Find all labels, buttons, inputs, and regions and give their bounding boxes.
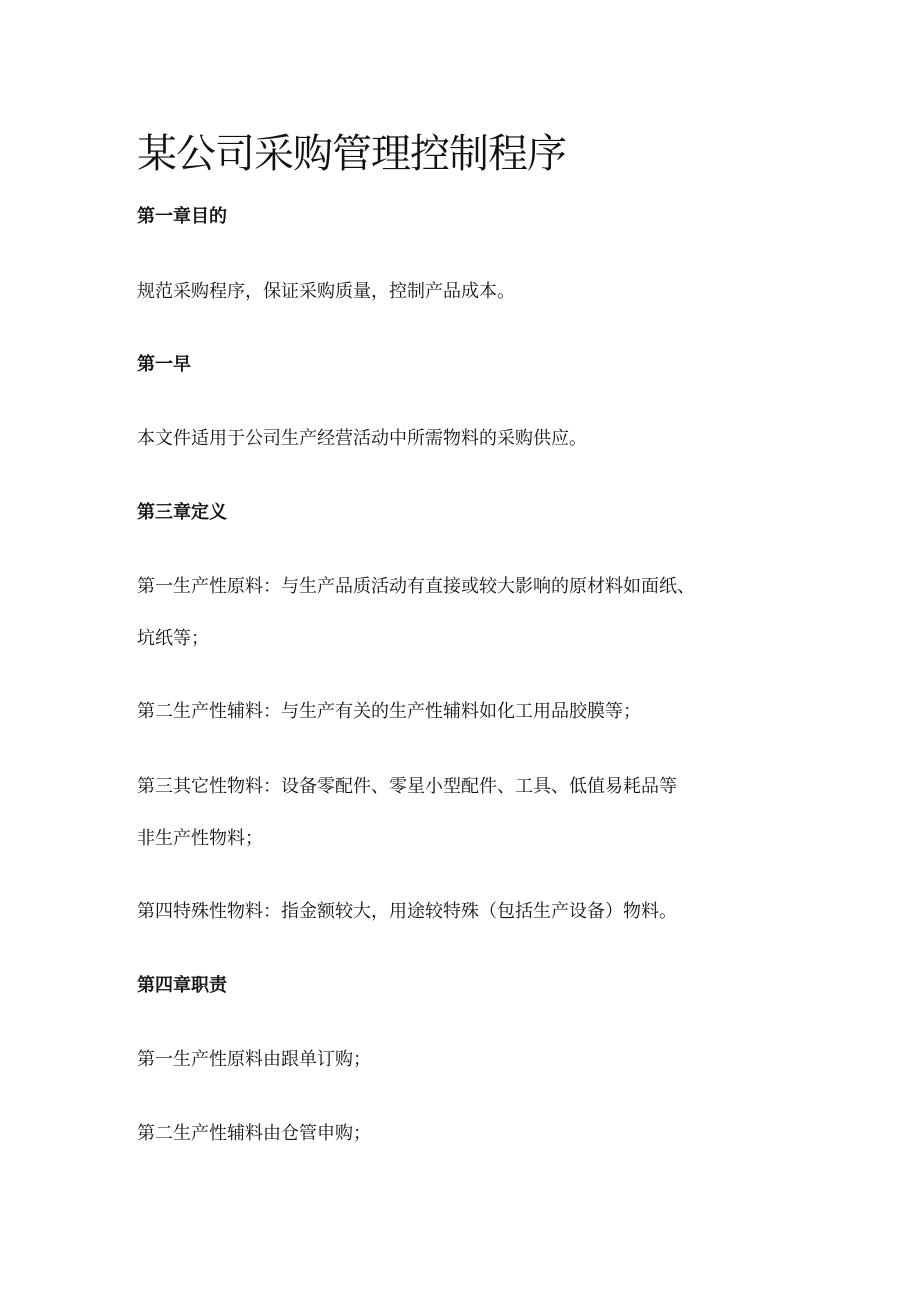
chapter-4-heading: 第四章职责 xyxy=(137,975,227,996)
chapter-3-item-1-line-2: 坑纸等； xyxy=(137,628,209,649)
chapter-1-body: 规范采购程序，保证采购质量，控制产品成本。 xyxy=(137,281,515,302)
chapter-3-item-3-line-2: 非生产性物料； xyxy=(137,828,263,849)
chapter-3-heading: 第三章定义 xyxy=(137,502,227,523)
chapter-4-item-2: 第二生产性辅料由仓管申购； xyxy=(137,1123,371,1144)
chapter-3-item-2: 第二生产性辅料：与生产有关的生产性辅料如化工用品胶膜等； xyxy=(137,701,641,722)
chapter-2-body: 本文件适用于公司生产经营活动中所需物料的采购供应。 xyxy=(137,428,587,449)
chapter-4-item-1: 第一生产性原料由跟单订购； xyxy=(137,1049,371,1070)
chapter-1-heading: 第一章目的 xyxy=(137,206,227,227)
document-title: 某公司采购管理控制程序 xyxy=(137,131,566,177)
chapter-3-item-1-line-1: 第一生产性原料：与生产品质活动有直接或较大影响的原材料如面纸、 xyxy=(137,576,695,597)
chapter-3-item-3-line-1: 第三其它性物料：设备零配件、零星小型配件、工具、低值易耗品等 xyxy=(137,776,677,797)
chapter-3-item-4: 第四特殊性物料：指金额较大，用途较特殊（包括生产设备）物料。 xyxy=(137,901,677,922)
chapter-2-heading: 第一早 xyxy=(137,354,191,375)
